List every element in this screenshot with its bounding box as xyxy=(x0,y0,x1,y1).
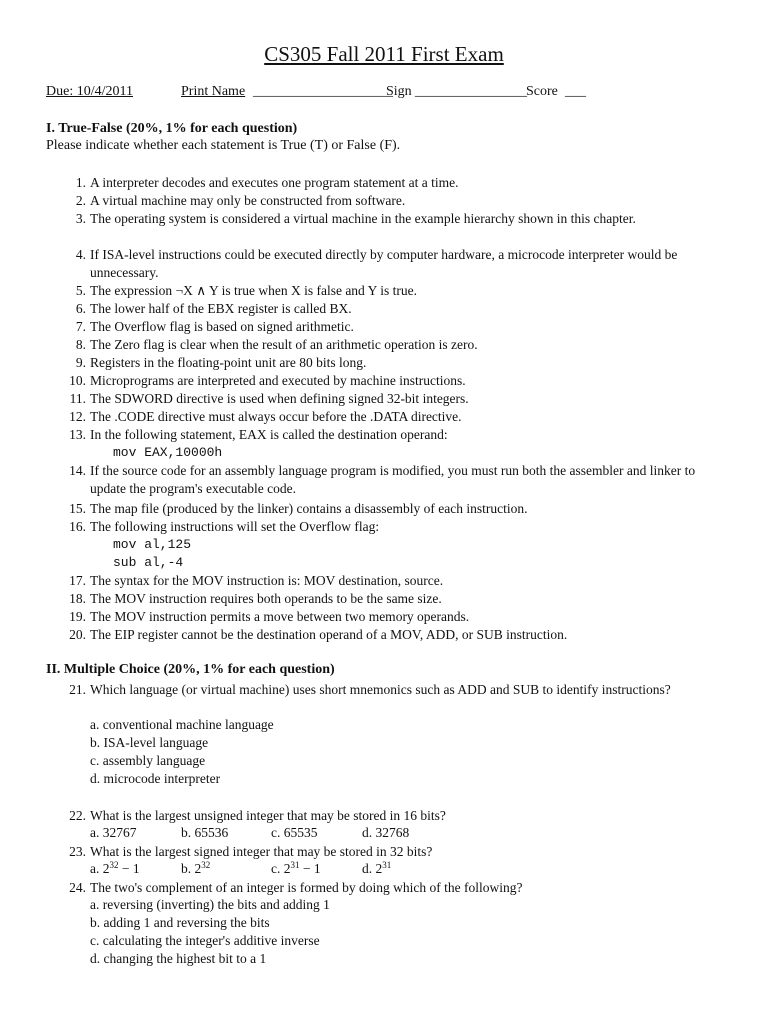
code-snippet: mov EAX,10000h xyxy=(113,445,223,460)
question-number: 20. xyxy=(69,627,86,642)
answer-option: d. microcode interpreter xyxy=(90,771,221,786)
question-text: The syntax for the MOV instruction is: MOV destination, source. xyxy=(90,573,444,588)
answer-option: b. adding 1 and reversing the bits xyxy=(90,915,270,930)
question-text: The MOV instruction requires both operands to be the same size. xyxy=(90,591,442,606)
question-text: The EIP register cannot be the destination operand of a MOV, ADD, or SUB instruction. xyxy=(90,627,568,642)
option-exponent: 32 xyxy=(109,860,119,870)
code-snippet: sub al,-4 xyxy=(113,555,184,570)
option-base: a. 2 xyxy=(90,861,110,876)
question-number: 13. xyxy=(69,427,86,442)
question-text: The two's complement of an integer is formed by doing which of the following? xyxy=(90,880,523,895)
question-number: 24. xyxy=(69,880,86,895)
score-blank: ___ xyxy=(565,84,586,99)
question-text: In the following statement, EAX is called the destination operand: xyxy=(90,427,448,442)
answer-option xyxy=(362,861,391,877)
question-number: 12. xyxy=(69,409,86,424)
answer-option: b. ISA-level language xyxy=(90,735,209,750)
question-number: 1. xyxy=(75,175,86,190)
question-text: The Zero flag is clear when the result of an arithmetic operation is zero. xyxy=(90,337,478,352)
option-exponent: 31 xyxy=(382,860,392,870)
question-number: 17. xyxy=(69,573,86,588)
answer-option: c. assembly language xyxy=(90,753,206,768)
question-number: 16. xyxy=(69,519,86,534)
answer-option: a. conventional machine language xyxy=(90,717,274,732)
section-true-false-instructions: Please indicate whether each statement is True (T) or False (F). xyxy=(46,138,401,153)
print-name-label: Print Name xyxy=(181,84,246,99)
question-text: The following instructions will set the Overflow flag: xyxy=(90,519,380,534)
question-text: The .CODE directive must always occur before the .DATA directive. xyxy=(90,409,462,424)
answer-option: a. reversing (inverting) the bits and adding 1 xyxy=(90,897,330,912)
option-exponent: 31 xyxy=(290,860,300,870)
question-number: 14. xyxy=(69,463,86,478)
question-number: 18. xyxy=(69,591,86,606)
question-text: The expression ¬X ∧ Y is true when X is false and Y is true. xyxy=(90,283,418,298)
question-text: The operating system is considered a virtual machine in the example hierarchy shown in this chapter. xyxy=(90,211,636,226)
answer-option xyxy=(271,861,321,877)
question-text: A virtual machine may only be constructed from software. xyxy=(90,193,406,208)
answer-option: a. 32767 xyxy=(90,825,137,840)
question-text: If the source code for an assembly language program is modified, you must run both the assembler and linker to update the program's executable code. xyxy=(90,463,696,496)
question-text: Which language (or virtual machine) uses short mnemonics such as ADD and SUB to identify instructions? xyxy=(90,682,671,697)
question-number: 2. xyxy=(75,193,86,208)
question-number: 3. xyxy=(75,211,86,226)
question-number: 10. xyxy=(69,373,86,388)
question-number: 11. xyxy=(69,391,86,406)
question-number: 5. xyxy=(75,283,86,298)
question-text: If ISA-level instructions could be executed directly by computer hardware, a microcode interpreter would be unnecessary. xyxy=(90,247,678,280)
question-number: 7. xyxy=(75,319,86,334)
score-label: Score xyxy=(526,84,558,99)
question-number: 8. xyxy=(75,337,86,352)
question-number: 4. xyxy=(75,247,86,262)
answer-option: c. calculating the integer's additive inverse xyxy=(90,933,320,948)
answer-option xyxy=(181,861,210,877)
question-text: A interpreter decodes and executes one program statement at a time. xyxy=(90,175,459,190)
question-number: 15. xyxy=(69,501,86,516)
question-number: 23. xyxy=(69,844,86,859)
code-snippet: mov al,125 xyxy=(113,537,192,552)
option-suffix: − 1 xyxy=(118,861,140,876)
print-name-blank: ____________________ xyxy=(253,84,393,99)
question-text: What is the largest signed integer that may be stored in 32 bits? xyxy=(90,844,433,859)
answer-option xyxy=(90,861,140,877)
answer-option: d. changing the highest bit to a 1 xyxy=(90,951,267,966)
sign-label: Sign xyxy=(386,84,412,99)
section-multiple-choice-heading: II. Multiple Choice (20%, 1% for each question) xyxy=(46,662,335,677)
answer-option: c. 65535 xyxy=(271,825,318,840)
due-date: Due: 10/4/2011 xyxy=(46,84,133,99)
answer-option: b. 65536 xyxy=(181,825,229,840)
exam-title: CS305 Fall 2011 First Exam xyxy=(264,42,504,66)
question-text: The map file (produced by the linker) contains a disassembly of each instruction. xyxy=(90,501,528,516)
question-text: The lower half of the EBX register is called BX. xyxy=(90,301,352,316)
question-text: Registers in the floating-point unit are 80 bits long. xyxy=(90,355,367,370)
sign-blank: ________________ xyxy=(415,84,527,99)
question-number: 22. xyxy=(69,808,86,823)
question-number: 6. xyxy=(75,301,86,316)
question-text: The SDWORD directive is used when defining signed 32-bit integers. xyxy=(90,391,469,406)
option-base: c. 2 xyxy=(271,861,291,876)
option-base: b. 2 xyxy=(181,861,202,876)
question-text: The MOV instruction permits a move between two memory operands. xyxy=(90,609,470,624)
question-text: What is the largest unsigned integer that may be stored in 16 bits? xyxy=(90,808,446,823)
question-number: 19. xyxy=(69,609,86,624)
question-text: Microprograms are interpreted and executed by machine instructions. xyxy=(90,373,466,388)
question-number: 9. xyxy=(75,355,86,370)
option-suffix: − 1 xyxy=(299,861,321,876)
section-true-false-heading: I. True-False (20%, 1% for each question) xyxy=(46,121,298,136)
option-exponent: 32 xyxy=(201,860,211,870)
option-base: d. 2 xyxy=(362,861,383,876)
question-text: The Overflow flag is based on signed arithmetic. xyxy=(90,319,354,334)
question-number: 21. xyxy=(69,682,86,697)
answer-option: d. 32768 xyxy=(362,825,410,840)
